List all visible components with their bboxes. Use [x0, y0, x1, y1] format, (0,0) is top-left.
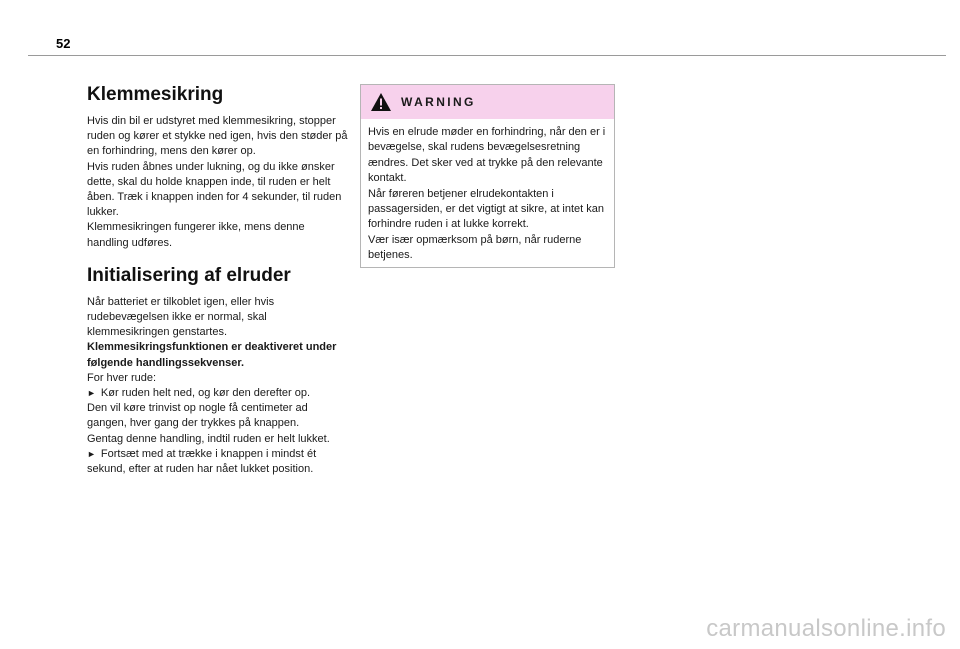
warning-triangle-icon	[370, 92, 392, 112]
warning-paragraph-3: Vær især opmærksom på børn, når ruderne betjenes.	[368, 233, 582, 262]
warning-box	[360, 84, 615, 268]
warning-body	[361, 119, 614, 264]
step-description-2: Gentag denne handling, indtil ruden er helt lukket.	[87, 432, 330, 445]
left-column	[87, 84, 349, 477]
page-number: 52	[56, 36, 71, 51]
warning-header	[361, 85, 614, 119]
section-title-initialisering: Initialisering af elruder	[87, 264, 291, 286]
warning-paragraph-1: Hvis en elrude møder en forhindring, når den er i bevægelse, skal rudens bevægelsesretning ændres. Det sker ved at trykke på den relevante kontakt.	[368, 126, 606, 185]
section-title-klemmesikring: Klemmesikring	[87, 84, 224, 105]
header-divider	[28, 55, 946, 56]
warning-title: WARNING	[401, 95, 476, 109]
klemmesikring-paragraph-3: Klemmesikringen fungerer ikke, mens denne handling udføres.	[87, 221, 305, 249]
initialisering-intro: Når batteriet er tilkoblet igen, eller hvis rudebevægelsen ikke er normal, skal klemmesikringen genstartes.	[87, 295, 275, 339]
klemmesikring-paragraph-1: Hvis din bil er udstyret med klemmesikring, stopper ruden og kører et stykke ned igen, hvis den støder på en forhindring, mens den kører op.	[87, 115, 348, 158]
bullet-step-2-text: Fortsæt med at trække i knappen i mindst ét sekund, efter at ruden har nået lukket position.	[87, 447, 317, 476]
step-description-1: Den vil køre trinvist op nogle få centimeter ad gangen, hver gang der trykkes på knappen.	[87, 402, 308, 430]
bullet-arrow-icon: ►	[87, 388, 96, 399]
klemmesikring-paragraph-2: Hvis ruden åbnes under lukning, og du ikke ønsker dette, skal du holde knappen inde, til ruden er helt åben. Træk i knappen inden for 4 sekunder, til ruden lukker.	[87, 160, 342, 219]
bullet-step-1	[87, 386, 349, 401]
initialisering-bold-note: Klemmesikringsfunktionen er deaktiveret under følgende handlingssekvenser.	[87, 341, 337, 369]
warning-paragraph-2: Når føreren betjener elrudekontakten i passagersiden, er det vigtigt at sikre, at intet kan forhindre ruden i at lukke korrekt.	[368, 187, 605, 231]
watermark: carmanualsonline.info	[706, 615, 946, 642]
bullet-arrow-icon: ►	[87, 448, 96, 459]
for-each-window-label: For hver rude:	[87, 371, 157, 384]
bullet-step-2	[87, 447, 349, 477]
bullet-step-1-text: Kør ruden helt ned, og kør den derefter op.	[100, 387, 311, 400]
